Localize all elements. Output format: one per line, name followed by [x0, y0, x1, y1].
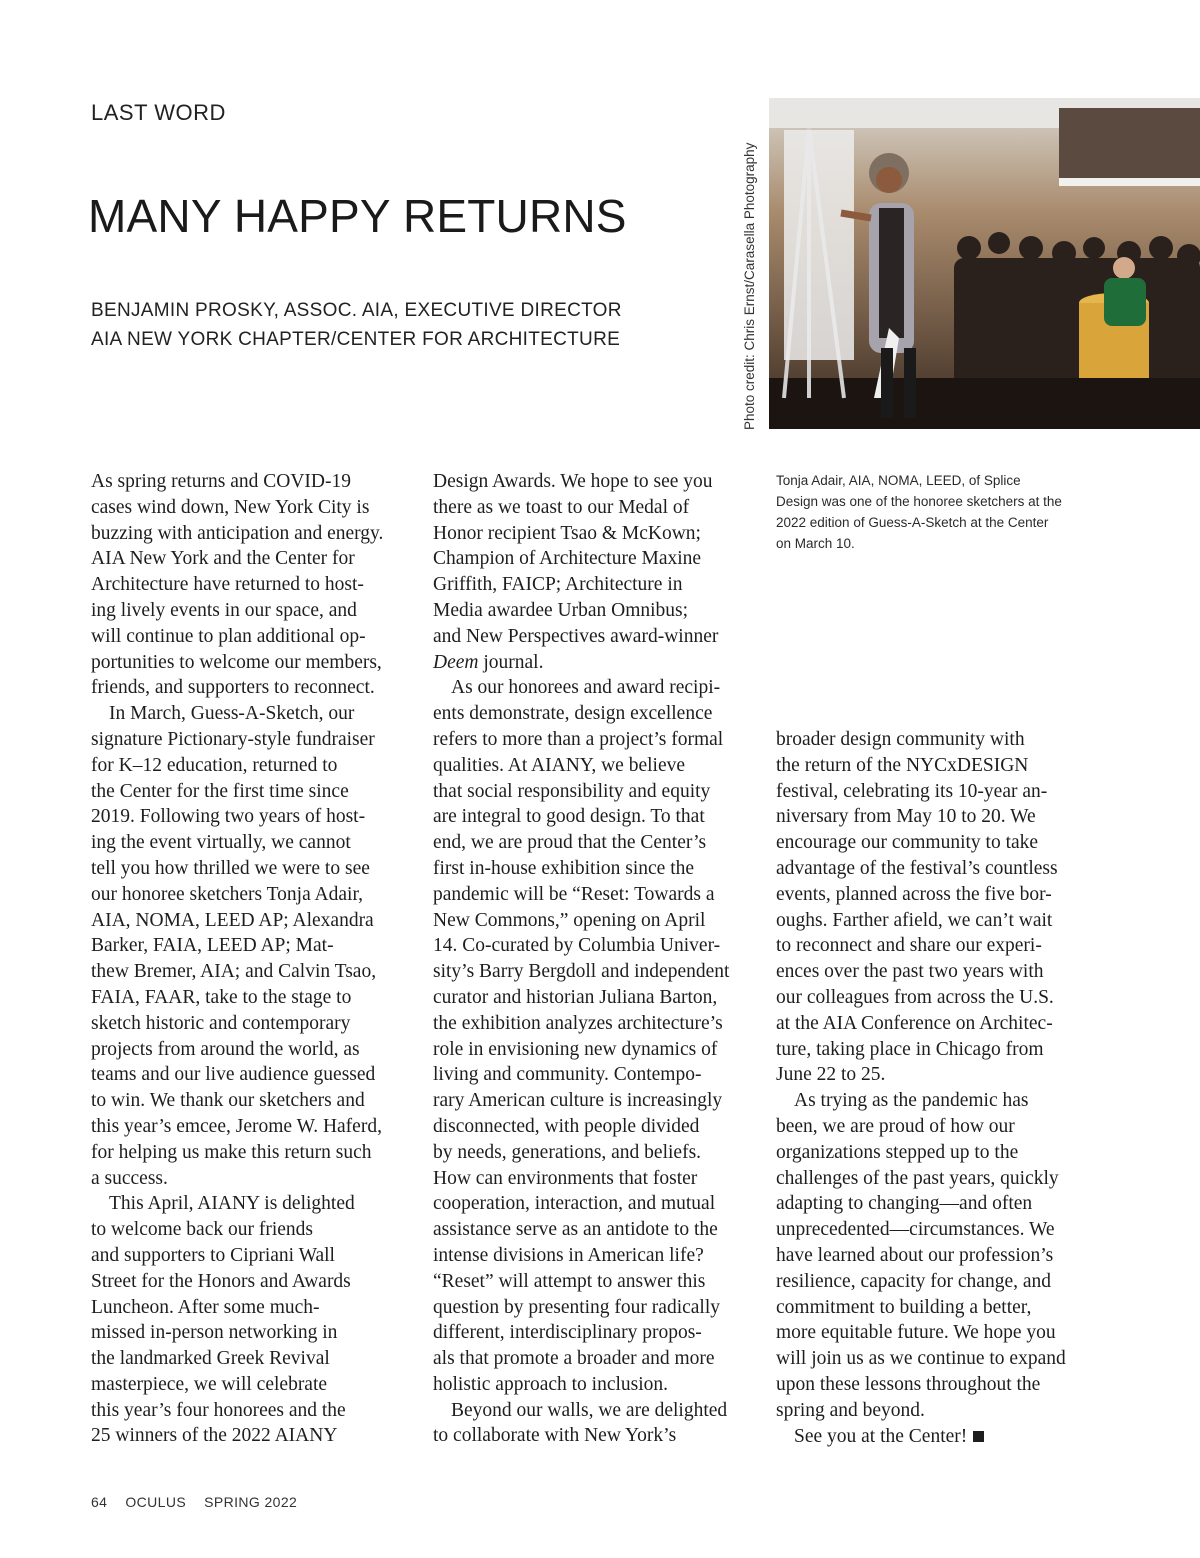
article-line	[776, 856, 1066, 882]
article-line-text: for helping us make this return such	[91, 1141, 372, 1163]
article-line	[433, 1423, 729, 1449]
article-line	[776, 959, 1066, 985]
article-line	[91, 1088, 383, 1114]
article-line	[91, 1320, 383, 1346]
article-line	[776, 1217, 1066, 1243]
article-line	[91, 727, 383, 753]
article-line-text: by needs, generations, and beliefs.	[433, 1141, 702, 1163]
article-line-text: will continue to plan additional op-	[91, 625, 366, 647]
article-line	[433, 1217, 729, 1243]
article-line	[91, 521, 383, 547]
article-line-text: pandemic will be “Reset: Towards a	[433, 883, 715, 905]
article-line	[776, 727, 1066, 753]
byline	[91, 296, 622, 354]
article-line-text: ents demonstrate, design excellence	[433, 703, 713, 725]
article-line-text: als that promote a broader and more	[433, 1348, 715, 1370]
article-line	[776, 908, 1066, 934]
article-column-1	[91, 469, 383, 1449]
article-line	[91, 701, 383, 727]
article-line	[776, 1398, 1066, 1424]
article-line-text: the landmarked Greek Revival	[91, 1348, 330, 1370]
article-line-text: end, we are proud that the Center’s	[433, 832, 707, 854]
article-line-text: different, interdisciplinary propos-	[433, 1322, 702, 1344]
article-line-text: Beyond our walls, we are delighted	[451, 1399, 728, 1421]
article-line-text: at the AIA Conference on Architec-	[776, 1012, 1053, 1034]
article-line	[91, 804, 383, 830]
article-line-text: Champion of Architecture Maxine	[433, 548, 702, 570]
article-line	[91, 1011, 383, 1037]
article-line	[91, 1114, 383, 1140]
article-line	[91, 469, 383, 495]
article-line-text: role in envisioning new dynamics of	[433, 1038, 718, 1060]
article-line	[776, 1088, 1066, 1114]
article-line-text: signature Pictionary-style fundraiser	[91, 728, 375, 750]
article-line	[776, 1269, 1066, 1295]
page-footer	[91, 1494, 315, 1510]
article-line	[91, 650, 383, 676]
article-line	[776, 1320, 1066, 1346]
article-line-text: Media awardee Urban Omnibus;	[433, 599, 689, 621]
article-line	[433, 572, 729, 598]
article-line	[433, 1088, 729, 1114]
article-line-text: organizations stepped up to the	[776, 1141, 1019, 1163]
article-line-text: portunities to welcome our members,	[91, 651, 382, 673]
article-line-text: In March, Guess-A-Sketch, our	[109, 703, 355, 725]
article-line-text: commitment to building a better,	[776, 1296, 1032, 1318]
article-line	[91, 908, 383, 934]
article-line-text: Architecture have returned to host-	[91, 574, 364, 596]
article-line-text: the Center for the first time since	[91, 780, 349, 802]
article-line-text: 2019. Following two years of host-	[91, 806, 366, 828]
article-line	[433, 1037, 729, 1063]
article-line	[433, 1114, 729, 1140]
article-line-text: AIA New York and the Center for	[91, 548, 355, 570]
article-line	[433, 650, 729, 676]
article-line-text: intense divisions in American life?	[433, 1244, 704, 1266]
byline-organization: AIA NEW YORK CHAPTER/CENTER FOR ARCHITECTURE	[91, 329, 621, 350]
article-line-text: festival, celebrating its 10-year an-	[776, 780, 1048, 802]
photo-caption: Tonja Adair, AIA, NOMA, LEED, of Splice Design was one of the honoree sketchers at the 2022 edition of Guess-A-Sketch at the Center on March 10.	[776, 473, 1062, 551]
article-line-text: disconnected, with people divided	[433, 1115, 700, 1137]
article-line	[433, 804, 729, 830]
article-line-text: June 22 to 25.	[776, 1064, 886, 1086]
article-line-text: FAIA, FAAR, take to the stage to	[91, 986, 352, 1008]
article-line	[433, 1243, 729, 1269]
article-line	[91, 624, 383, 650]
article-line-text: masterpiece, we will celebrate	[91, 1373, 328, 1395]
article-line-text: sity’s Barry Bergdoll and independent	[433, 961, 730, 983]
article-line-text: and supporters to Cipriani Wall	[91, 1244, 335, 1266]
article-line-text: AIA, NOMA, LEED AP; Alexandra	[91, 909, 374, 931]
issue-label: SPRING 2022	[204, 1494, 298, 1510]
article-line-text: living and community. Contempo-	[433, 1064, 702, 1086]
article-line-text: projects from around the world, as	[91, 1038, 360, 1060]
article-line	[776, 1037, 1066, 1063]
article-line	[91, 985, 383, 1011]
article-line-text: This April, AIANY is delighted	[109, 1193, 355, 1215]
article-line	[91, 572, 383, 598]
article-line	[433, 701, 729, 727]
article-line-text: cases wind down, New York City is	[91, 496, 370, 518]
article-line-text: encourage our community to take	[776, 832, 1039, 854]
article-line	[776, 1295, 1066, 1321]
article-line	[433, 546, 729, 572]
article-line-text: are integral to good design. To that	[433, 806, 705, 828]
article-line-text: As trying as the pandemic has	[794, 1090, 1029, 1112]
article-line	[433, 1269, 729, 1295]
article-line	[91, 856, 383, 882]
article-line	[433, 1062, 729, 1088]
article-line	[91, 959, 383, 985]
article-line	[433, 1320, 729, 1346]
article-line-text: ing lively events in our space, and	[91, 599, 357, 621]
article-line	[91, 1037, 383, 1063]
article-line	[433, 495, 729, 521]
article-line-text: thew Bremer, AIA; and Calvin Tsao,	[91, 961, 377, 983]
article-line-text: refers to more than a project’s formal	[433, 728, 724, 750]
article-line-text: holistic approach to inclusion.	[433, 1373, 669, 1395]
article-line	[433, 469, 729, 495]
article-line	[776, 1346, 1066, 1372]
article-line	[776, 1114, 1066, 1140]
article-line	[433, 959, 729, 985]
article-line-text: qualities. At AIANY, we believe	[433, 754, 686, 776]
article-line-text: challenges of the past years, quickly	[776, 1167, 1059, 1189]
article-line-text: first in-house exhibition since the	[433, 857, 695, 879]
article-line	[433, 1191, 729, 1217]
article-line	[776, 804, 1066, 830]
article-line	[433, 1372, 729, 1398]
article-line	[433, 727, 729, 753]
article-line	[776, 1191, 1066, 1217]
article-line	[91, 753, 383, 779]
article-line	[433, 1295, 729, 1321]
article-line	[776, 985, 1066, 1011]
article-line	[433, 830, 729, 856]
article-line	[776, 1140, 1066, 1166]
article-line	[776, 779, 1066, 805]
article-line-text: to collaborate with New York’s	[433, 1425, 677, 1447]
article-line	[433, 1166, 729, 1192]
article-line	[91, 779, 383, 805]
article-line-text: our colleagues from across the U.S.	[776, 986, 1054, 1008]
article-line	[91, 1269, 383, 1295]
article-line	[91, 933, 383, 959]
article-line	[433, 1346, 729, 1372]
article-line	[433, 521, 729, 547]
article-line	[433, 856, 729, 882]
article-line-text: unprecedented—circumstances. We	[776, 1219, 1055, 1241]
article-line-text: curator and historian Juliana Barton,	[433, 986, 718, 1008]
article-line	[91, 1372, 383, 1398]
article-line-text: 14. Co-curated by Columbia Univer-	[433, 935, 721, 957]
article-line-text: rary American culture is increasingly	[433, 1090, 723, 1112]
article-line-text: teams and our live audience guessed	[91, 1064, 376, 1086]
article-line-text: sketch historic and contemporary	[91, 1012, 351, 1034]
article-line-text: this year’s emcee, Jerome W. Haferd,	[91, 1115, 382, 1137]
article-line	[91, 1346, 383, 1372]
journal-name: Deem	[433, 651, 479, 673]
article-line	[91, 1217, 383, 1243]
article-line	[91, 830, 383, 856]
article-line-text: the exhibition analyzes architecture’s	[433, 1012, 723, 1034]
end-mark	[973, 1431, 984, 1442]
article-line	[776, 1372, 1066, 1398]
article-line-text: cooperation, interaction, and mutual	[433, 1193, 716, 1215]
article-line	[91, 1166, 383, 1192]
article-line-text: assistance serve as an antidote to the	[433, 1219, 718, 1241]
article-line-text: adapting to changing—and often	[776, 1193, 1033, 1215]
article-line	[433, 675, 729, 701]
article-line	[91, 598, 383, 624]
page-title: MANY HAPPY RETURNS	[88, 189, 627, 242]
article-line-text: been, we are proud of how our	[776, 1115, 1015, 1137]
article-line-text: to win. We thank our sketchers and	[91, 1090, 365, 1112]
article-line	[776, 933, 1066, 959]
article-line	[433, 933, 729, 959]
article-line	[91, 882, 383, 908]
section-label: LAST WORD	[91, 100, 226, 125]
article-line-text: friends, and supporters to reconnect.	[91, 677, 375, 699]
article-line-text: and New Perspectives award-winner	[433, 625, 719, 647]
article-line-text: As spring returns and COVID-19	[91, 471, 351, 492]
page-number: 64	[91, 1494, 108, 1510]
article-line-text: to welcome back our friends	[91, 1219, 314, 1241]
article-line-text: question by presenting four radically	[433, 1296, 721, 1318]
article-line	[776, 1166, 1066, 1192]
article-line-text: Design Awards. We hope to see you	[433, 471, 713, 492]
article-line	[433, 753, 729, 779]
article-line-text: See you at the Center!	[794, 1425, 968, 1447]
article-line	[91, 1398, 383, 1424]
article-line-text: this year’s four honorees and the	[91, 1399, 346, 1421]
article-line-text: “Reset” will attempt to answer this	[433, 1270, 706, 1292]
article-line-text: 25 winners of the 2022 AIANY	[91, 1425, 338, 1447]
article-line-text: have learned about our profession’s	[776, 1244, 1054, 1266]
article-line-text: New Commons,” opening on April	[433, 909, 706, 931]
article-line	[91, 1191, 383, 1217]
article-line-text: for K–12 education, returned to	[91, 754, 338, 776]
article-column-2	[433, 469, 729, 1449]
article-line	[776, 753, 1066, 779]
article-line-text: Barker, FAIA, LEED AP; Mat-	[91, 935, 334, 957]
article-line	[433, 882, 729, 908]
article-line-text: missed in-person networking in	[91, 1322, 338, 1344]
event-photo	[769, 98, 1200, 429]
article-line-text: advantage of the festival’s countless	[776, 857, 1058, 879]
article-line-text: Honor recipient Tsao & McKown;	[433, 522, 701, 544]
article-line-text: journal.	[478, 651, 544, 673]
article-line	[91, 1062, 383, 1088]
article-line	[91, 1423, 383, 1449]
article-line	[433, 1140, 729, 1166]
article-line	[433, 1011, 729, 1037]
article-line-text: events, planned across the five bor-	[776, 883, 1052, 905]
article-line-text: ing the event virtually, we cannot	[91, 832, 351, 854]
article-line-text: ture, taking place in Chicago from	[776, 1038, 1044, 1060]
article-line	[91, 1140, 383, 1166]
article-line	[776, 1011, 1066, 1037]
article-line-text: niversary from May 10 to 20. We	[776, 806, 1036, 828]
article-line	[91, 495, 383, 521]
article-line	[433, 1398, 729, 1424]
article-line	[433, 624, 729, 650]
article-line-text: buzzing with anticipation and energy.	[91, 522, 384, 544]
article-line-text: oughs. Farther afield, we can’t wait	[776, 909, 1053, 931]
article-line	[433, 908, 729, 934]
article-line-text: spring and beyond.	[776, 1399, 925, 1421]
article-line	[91, 1295, 383, 1321]
article-line-text: upon these lessons throughout the	[776, 1373, 1041, 1395]
article-column-3	[776, 727, 1066, 1449]
article-line-text: As our honorees and award recipi-	[451, 677, 721, 699]
article-line-text: tell you how thrilled we were to see	[91, 857, 370, 879]
article-line-text: more equitable future. We hope you	[776, 1322, 1056, 1344]
article-line-text: to reconnect and share our experi-	[776, 935, 1042, 957]
article-line	[776, 1243, 1066, 1269]
article-line-text: Street for the Honors and Awards	[91, 1270, 351, 1292]
article-line-text: will join us as we continue to expand	[776, 1348, 1066, 1370]
article-line-text: Luncheon. After some much-	[91, 1296, 320, 1318]
event-photo-illustration	[769, 98, 1200, 429]
article-line	[433, 779, 729, 805]
article-line-text: a success.	[91, 1167, 168, 1189]
article-line-text: How can environments that foster	[433, 1167, 698, 1189]
publication-name: OCULUS	[125, 1494, 187, 1510]
article-line-text: the return of the NYCxDESIGN	[776, 754, 1029, 776]
article-line-text: there as we toast to our Medal of	[433, 496, 690, 518]
article-line	[776, 882, 1066, 908]
article-line	[91, 1243, 383, 1269]
article-line	[776, 1424, 1066, 1450]
byline-author: BENJAMIN PROSKY, ASSOC. AIA, EXECUTIVE DIRECTOR	[91, 300, 622, 321]
article-line	[776, 830, 1066, 856]
article-line	[776, 1062, 1066, 1088]
article-line-text: that social responsibility and equity	[433, 780, 711, 802]
article-line-text: ences over the past two years with	[776, 961, 1044, 983]
article-line	[433, 598, 729, 624]
article-line	[91, 675, 383, 701]
article-line	[433, 985, 729, 1011]
photo-credit: Photo credit: Chris Ernst/Carasella Photography	[742, 142, 757, 430]
article-line-text: our honoree sketchers Tonja Adair,	[91, 883, 364, 905]
article-line-text: Griffith, FAICP; Architecture in	[433, 574, 683, 596]
article-line-text: resilience, capacity for change, and	[776, 1270, 1052, 1292]
article-line-text: broader design community with	[776, 729, 1025, 750]
article-line	[91, 546, 383, 572]
